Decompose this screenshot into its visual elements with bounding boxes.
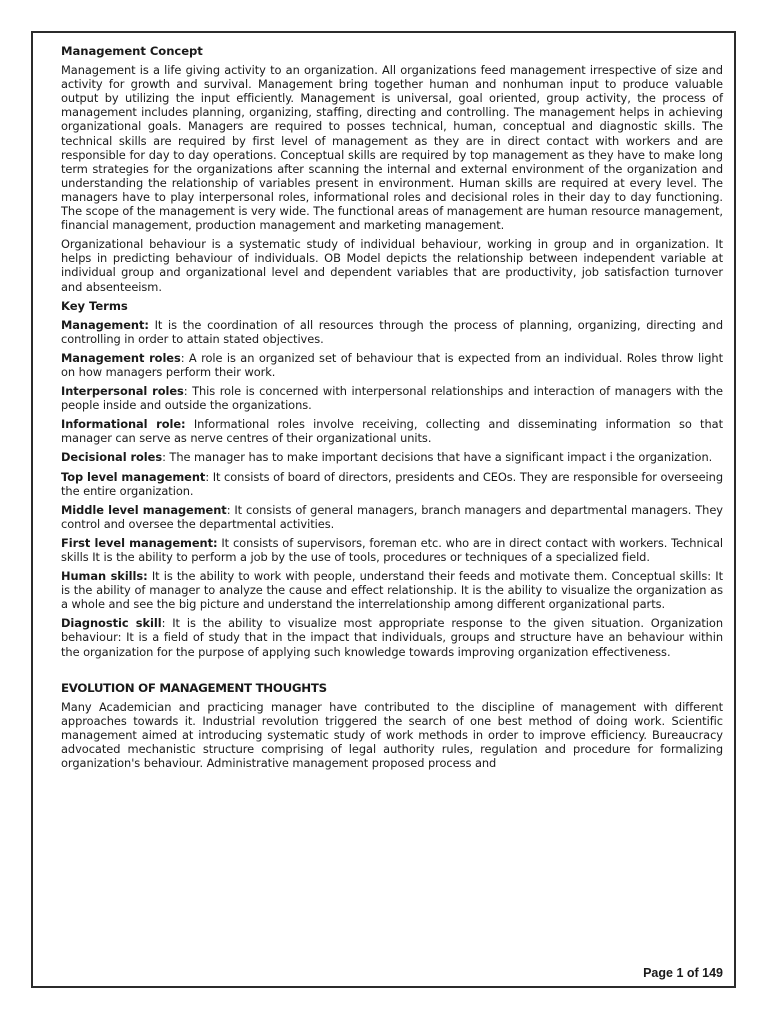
term-definition: Informational roles involve receiving, collecting and disseminating information so that manager can serve as nerve centres of their organizational units.	[61, 417, 723, 446]
term-label: Middle level management	[61, 502, 227, 517]
term-label: Diagnostic skill	[61, 616, 162, 631]
evolution-paragraph: Many Academician and practicing manager have contributed to the discipline of management with different approaches towards it. Industrial revolution triggered the search of one best method of doing work. Scientific management aimed at introducing systematic study of work methods in order to improve efficiency. Bureaucracy advocated mechanistic structure comprising of legal authority rules, regulation and procedure for formalizing organization's behaviour. Administrative management proposed process and	[61, 699, 723, 771]
page-number: Page 1 of 149	[643, 966, 723, 980]
term-label: Human skills:	[61, 569, 148, 584]
key-terms-heading: Key Terms	[61, 298, 128, 313]
term-definition: : It is the ability to visualize most appropriate response to the given situation. Organization behaviour: It is a field of study that in the impact that individuals, groups and structure have an behaviour within the organization for the purpose of applying such knowledge towards improving organization effectiveness.	[61, 616, 723, 659]
term-definition: : It consists of board of directors, presidents and CEOs. They are responsible for overseeing the entire organization.	[61, 469, 724, 498]
evolution-heading: EVOLUTION OF MANAGEMENT THOUGHTS	[61, 680, 327, 695]
term-label: Top level management	[61, 469, 206, 484]
key-term-diagnostic-skill	[61, 616, 723, 658]
key-term-human-skills	[61, 569, 723, 611]
key-term-informational-role	[61, 417, 723, 445]
term-definition: : It consists of general managers, branch managers and departmental managers. They control and oversee the departmental activities.	[61, 502, 723, 531]
key-term-interpersonal-roles	[61, 384, 723, 412]
term-definition: It is the coordination of all resources through the process of planning, organizing, directing and controlling in order to attain stated objectives.	[61, 317, 723, 346]
term-label: Management roles	[61, 350, 181, 365]
key-term-first-level-management	[61, 536, 723, 564]
term-definition: : A role is an organized set of behaviour that is expected from an individual. Roles throw light on how managers perform their work.	[61, 350, 723, 379]
term-label: First level management:	[61, 535, 218, 550]
term-label: Interpersonal roles	[61, 384, 184, 399]
term-label: Management:	[61, 317, 149, 332]
key-term-management	[61, 318, 723, 346]
key-term-decisional-roles	[61, 450, 723, 464]
intro-paragraph-2: Organizational behaviour is a systematic study of individual behaviour, working in group and in organization. It helps in predicting behaviour of individuals. OB Model depicts the relationship between independent variable at individual group and organizational level and dependent variables that are productivity, job satisfaction turnover and absenteeism.	[61, 237, 723, 294]
intro-paragraph-1: Management is a life giving activity to an organization. All organizations feed management irrespective of size and activity for growth and survival. Management bring together human and nonhuman input to produce valuable output by utilizing the input efficiently. Management is universal, goal oriented, group activity, the process of management includes planning, organizing, staffing, directing and controlling. The management helps in achieving organizational goals. Managers are required to posses technical, human, conceptual and diagnostic skills. The technical skills are required by first level of management as they are in direct contact with workers and are responsible for day to day operations. Conceptual skills are required by top management as they have to make long term strategies for the organizations after scanning the internal and external environment of the organization and understanding the relationship of variables present in environment. Human skills are required at every level. The managers have to play interpersonal roles, informational roles and decisional roles in their day to day functioning. The scope of the management is very wide. The functional areas of management are human resource management, financial management, production management and marketing management.	[61, 63, 723, 233]
term-label: Decisional roles	[61, 450, 163, 465]
key-term-middle-level-management	[61, 503, 723, 531]
document-body	[61, 44, 723, 775]
term-label: Informational role:	[61, 417, 186, 432]
term-definition: : This role is concerned with interpersonal relationships and interaction of managers with the people inside and outside the organizations.	[61, 384, 723, 413]
key-term-top-level-management	[61, 470, 723, 498]
term-definition: It is the ability to work with people, understand their feeds and motivate them. Conceptual skills: It is the ability of manager to analyze the cause and effect relationship. It is the ability to visualize the organization as a whole and see the big picture and understand the interrelationship among different organizational parts.	[61, 569, 723, 612]
document-title: Management Concept	[61, 44, 203, 58]
term-definition: : The manager has to make important decisions that have a significant impact i the organization.	[162, 450, 713, 465]
term-definition: It consists of supervisors, foreman etc. who are in direct contact with workers. Technical skills It is the ability to perform a job by the use of tools, procedures or techniques of a specialized field.	[61, 535, 723, 564]
key-term-management-roles	[61, 351, 723, 379]
